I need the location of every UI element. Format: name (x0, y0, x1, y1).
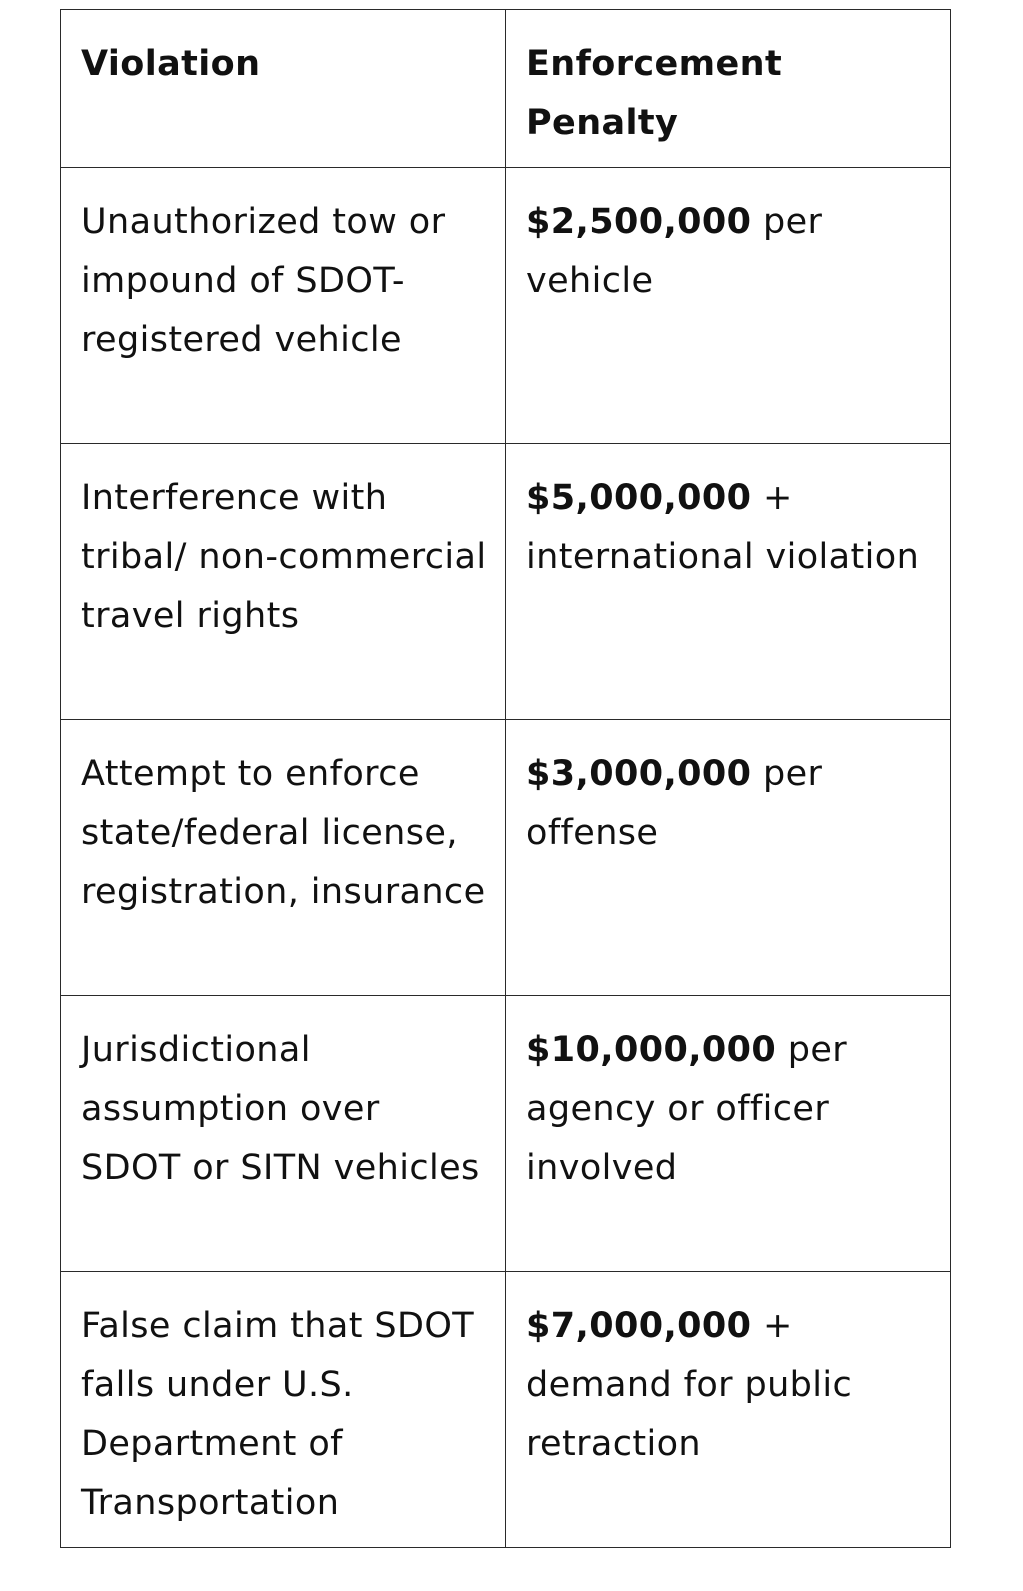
penalty-text: per offense (526, 754, 823, 853)
violation-cell: False claim that SDOT falls under U.S. Department of Transportation (61, 1272, 506, 1548)
violation-cell: Interference with tribal/ non-commercial travel rights (61, 444, 506, 720)
penalty-text: + demand for public retraction (526, 1306, 853, 1464)
penalty-cell (506, 1272, 951, 1548)
table-row (61, 168, 951, 444)
penalty-cell (506, 168, 951, 444)
column-header-violation: Violation (61, 10, 506, 168)
penalty-amount: $10,000,000 (526, 1030, 777, 1070)
table-row (61, 1272, 951, 1548)
penalty-amount: $2,500,000 (526, 202, 752, 242)
table-row (61, 444, 951, 720)
table-row (61, 720, 951, 996)
penalty-amount: $3,000,000 (526, 754, 752, 794)
penalty-table (60, 9, 951, 1548)
penalty-text: per agency or officer involved (526, 1030, 848, 1188)
penalty-cell (506, 720, 951, 996)
table-header-row (61, 10, 951, 168)
column-header-penalty: Enforcement Penalty (506, 10, 951, 168)
table-row (61, 996, 951, 1272)
penalty-text: + international violation (526, 478, 920, 577)
penalty-cell (506, 444, 951, 720)
penalty-text: per vehicle (526, 202, 823, 301)
penalty-amount: $7,000,000 (526, 1306, 752, 1346)
violation-cell: Attempt to enforce state/federal license, registration, insurance (61, 720, 506, 996)
penalty-cell (506, 996, 951, 1272)
violation-cell: Jurisdictional assumption over SDOT or SITN vehicles (61, 996, 506, 1272)
violation-cell: Unauthorized tow or impound of SDOT-registered vehicle (61, 168, 506, 444)
penalty-amount: $5,000,000 (526, 478, 752, 518)
